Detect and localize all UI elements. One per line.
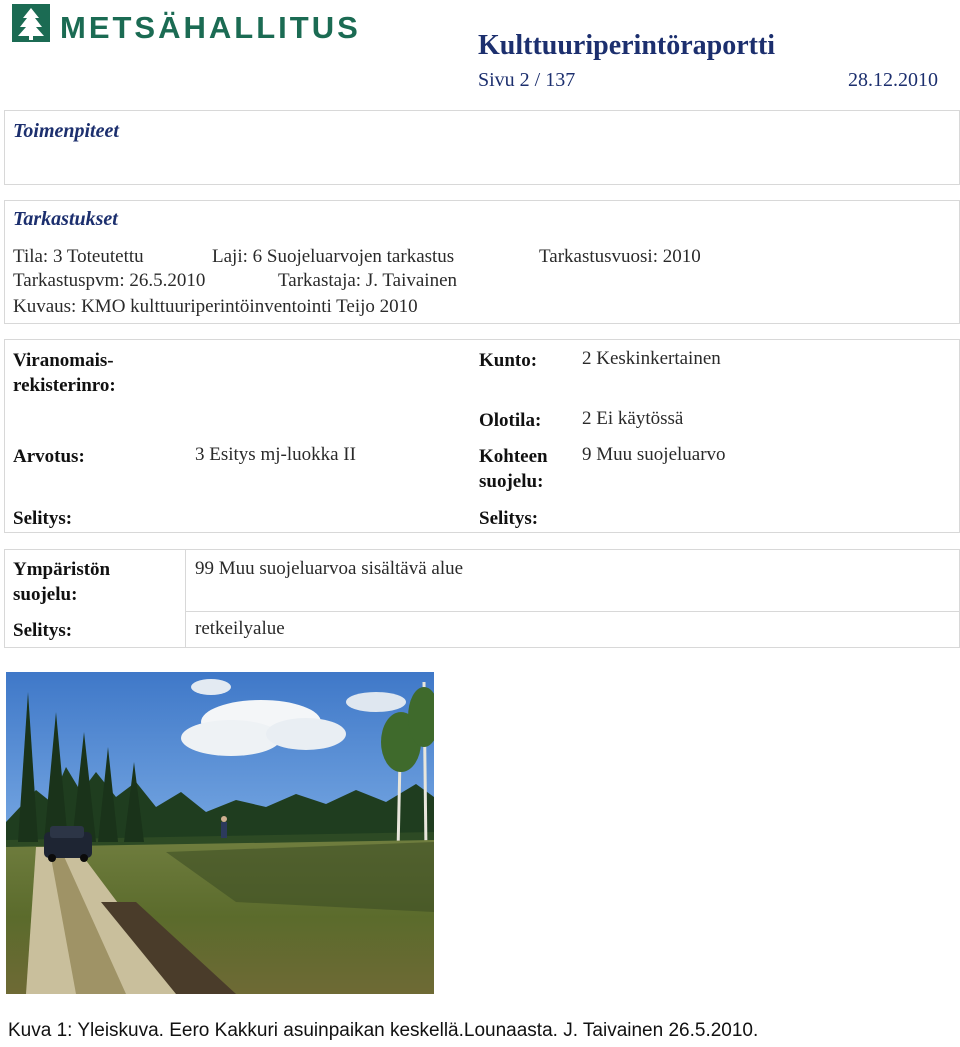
report-date: 28.12.2010 bbox=[848, 69, 938, 91]
toimenpiteet-section bbox=[4, 110, 960, 185]
arvotus-label: Arvotus: bbox=[13, 446, 85, 467]
metsahallitus-logo bbox=[12, 4, 361, 46]
kohteen-suojelu-value: 9 Muu suojeluarvo bbox=[582, 444, 726, 465]
ymparisto-selitys-value: retkeilyalue bbox=[195, 618, 285, 639]
ymparisto-suojelu-label: Ympäristön suojelu: bbox=[13, 559, 111, 605]
page-number: Sivu 2 / 137 bbox=[478, 69, 576, 91]
ymparisto-section bbox=[4, 549, 960, 648]
tila-text: Tila: 3 Toteutettu bbox=[13, 246, 144, 267]
tree-logo-icon bbox=[12, 4, 50, 42]
laji-text: Laji: 6 Suojeluarvojen tarkastus bbox=[212, 246, 455, 267]
kuvaus-text: Kuvaus: KMO kulttuuriperintöinventointi Teijo 2010 bbox=[13, 296, 418, 317]
logo-text: METSÄHALLITUS bbox=[60, 10, 361, 45]
tarkastusvuosi-text: Tarkastusvuosi: 2010 bbox=[539, 246, 701, 267]
tarkastuspvm-text: Tarkastuspvm: 26.5.2010 bbox=[13, 270, 206, 291]
olotila-value: 2 Ei käytössä bbox=[582, 408, 684, 429]
kunto-value: 2 Keskinkertainen bbox=[582, 348, 721, 369]
tarkastukset-section bbox=[4, 200, 960, 324]
site-photo bbox=[6, 672, 434, 994]
tarkastaja-text: Tarkastaja: J. Taivainen bbox=[278, 270, 458, 291]
selitys-label-left: Selitys: bbox=[13, 508, 73, 529]
report-title: Kulttuuriperintöraportti bbox=[478, 30, 776, 61]
selitys-label-right: Selitys: bbox=[479, 508, 539, 529]
details-section bbox=[4, 339, 960, 533]
tarkastukset-title: Tarkastukset bbox=[13, 208, 118, 230]
viranomais-label: Viranomais- rekisterinro: bbox=[13, 350, 116, 396]
ymparisto-suojelu-value: 99 Muu suojeluarvoa sisältävä alue bbox=[195, 558, 464, 579]
ymparisto-column-divider bbox=[185, 550, 186, 647]
arvotus-value: 3 Esitys mj-luokka II bbox=[195, 444, 356, 465]
photo-caption: Kuva 1: Yleiskuva. Eero Kakkuri asuinpaikan keskellä.Lounaasta. J. Taivainen 26.5.2010. bbox=[8, 1020, 759, 1041]
ymparisto-row-divider bbox=[185, 611, 959, 612]
kohteen-suojelu-label: Kohteen suojelu: bbox=[479, 446, 548, 492]
kunto-label: Kunto: bbox=[479, 350, 538, 371]
ymparisto-selitys-label: Selitys: bbox=[13, 620, 73, 641]
forest-clearing-image bbox=[6, 672, 434, 994]
olotila-label: Olotila: bbox=[479, 410, 542, 431]
toimenpiteet-title: Toimenpiteet bbox=[13, 120, 119, 142]
